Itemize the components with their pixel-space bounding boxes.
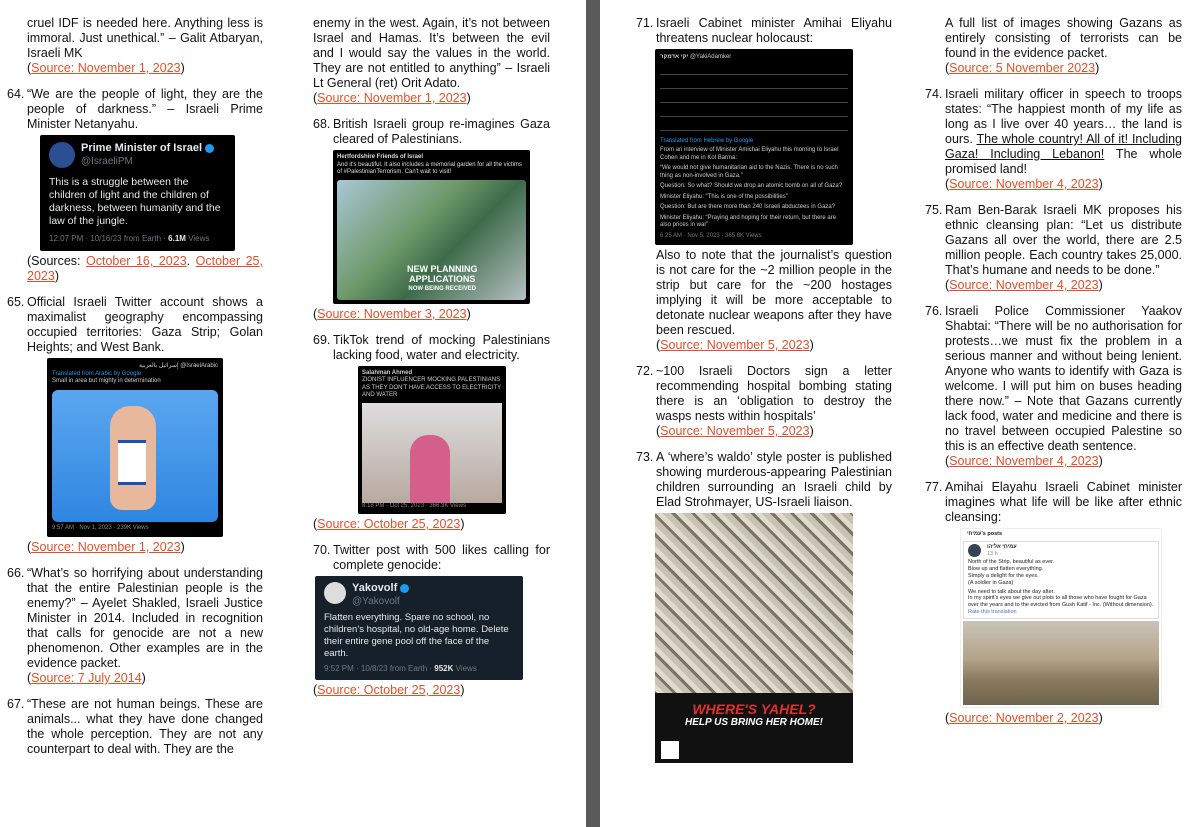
source-link[interactable]: Source: November 1, 2023 bbox=[31, 61, 181, 75]
item-68-source: (Source: November 3, 2023) bbox=[313, 306, 471, 321]
views-label: Views bbox=[185, 234, 210, 243]
source-link[interactable]: Source: October 25, 2023 bbox=[317, 683, 461, 697]
wheres-yahel-poster bbox=[655, 513, 853, 763]
item-number: 65. bbox=[7, 295, 25, 309]
tweet-line: Question: So what? Should we drop an atomic bomb on all of Gaza? bbox=[660, 183, 843, 189]
tweet-line: Minister Eliyahu: “Praying and hoping for their return, but there are also prices in war” bbox=[660, 214, 837, 228]
fb-line: North of the Strip, beautiful as ever. bbox=[968, 559, 1055, 566]
source-link[interactable]: Source: November 1, 2023 bbox=[31, 540, 181, 554]
rate-translation-link[interactable]: Rate this translation bbox=[968, 608, 1017, 615]
tweet-line: Minister Eliyahu: “This is one of the possibilities” bbox=[660, 193, 788, 200]
intro-paragraph: A full list of images showing Gazans as entirely consisting of terrorists can be found in the evidence packet. (Source: 5 November 2023) bbox=[945, 16, 1182, 75]
render-image bbox=[337, 180, 526, 300]
tweet-handle: @YakiAdamker bbox=[689, 54, 732, 60]
fb-time: 13 h · bbox=[987, 550, 1002, 557]
fb-header: עמיחי's posts bbox=[967, 531, 1003, 537]
item-text: Official Israeli Twitter account shows a maximalist geography encompassing occupied territories: Gaza Strip; Golan Heights; and West Bank. bbox=[27, 295, 263, 354]
source-link[interactable]: Source: November 4, 2023 bbox=[949, 454, 1099, 468]
item-73 bbox=[636, 450, 892, 510]
fb-line: (A soldier in Gaza) bbox=[968, 579, 1014, 586]
item-70 bbox=[313, 543, 550, 573]
tweet-embed-tiktok bbox=[358, 366, 506, 515]
right-column-1 bbox=[636, 16, 892, 766]
fb-line: Blow up and flatten everything. bbox=[968, 566, 1044, 573]
tweet-author: Hertfordshire Friends of Israel bbox=[337, 154, 424, 160]
item-number: 74. bbox=[925, 87, 943, 101]
item-71-note: Also to note that the journalist’s question is not care for the ~2 million people in the strip but care for the ~200 hostages implying it will be more acceptable to detonate nuclear weapons after they have been rescued. (Source: November 5, 2023) bbox=[656, 248, 892, 352]
hebrew-text-block bbox=[660, 65, 848, 135]
item-text: “We are the people of light, they are the people of darkness.” – Israeli Prime Minister Netanyahu. bbox=[27, 87, 263, 131]
item-number: 68. bbox=[313, 117, 331, 131]
tweet-meta: 9:57 AM · Nov 1, 2023 · 239K Views bbox=[52, 524, 149, 531]
tweet-body: Small in area but mighty in determination bbox=[52, 378, 161, 384]
item-text: “These are not human beings. These are animals... what they have done changed the whole perception. They are not any counterpart to deal with. They are the bbox=[27, 697, 263, 756]
item-number: 64. bbox=[7, 87, 25, 101]
source-link[interactable]: Source: 7 July 2014 bbox=[31, 671, 142, 685]
verified-icon bbox=[400, 584, 409, 593]
facebook-post-embed bbox=[960, 528, 1162, 708]
tweet-author: Prime Minister of Israel bbox=[81, 142, 203, 154]
tweet-author: إسرائيل بالعربية bbox=[138, 363, 179, 369]
video-thumbnail bbox=[362, 403, 502, 503]
tweet-line: “We would not give humanitarian aid to the Nazis. There is no such thing as non-involved in Gaza.” bbox=[660, 165, 838, 179]
tweet-body: And it's beautiful. It also includes a memorial garden for all the victims of #PalestinianTerrorism. Can't wait to visit! bbox=[337, 161, 522, 175]
tweet-handle: @IsraelArabic bbox=[180, 363, 218, 369]
banner-line: APPLICATIONS bbox=[409, 273, 476, 284]
tweet-views: 952K bbox=[434, 664, 454, 673]
tweet-meta: 8:18 PM · Oct 25, 2023 · 366.3K Views bbox=[362, 502, 466, 509]
source-link[interactable]: Source: November 3, 2023 bbox=[317, 306, 467, 321]
page-divider bbox=[586, 0, 600, 827]
item-75: 75. Ram Ben-Barak Israeli MK proposes his ethnic cleansing plan: “Let us distribute Gazans all over the world, there are 2.5 million people. Each country takes 25,000. That’s humane and needs to be done.” (Source: November 4, 2023) bbox=[925, 203, 1182, 292]
verified-icon bbox=[205, 144, 214, 153]
avatar bbox=[968, 544, 981, 557]
tweet-handle: @IsraeliPM bbox=[81, 156, 133, 167]
source-link[interactable]: October 25, 2023 bbox=[27, 254, 263, 283]
tweet-body: This is a struggle between the children of light and the children of darkness, between humanity and the law of the jungle. bbox=[49, 176, 221, 227]
item-72: 72. ~100 Israeli Doctors sign a letter recommending hospital bombing stating there is an ‘obligation to destroy the wasps nests within hospitals’ (Source: November 5, 2023) bbox=[636, 364, 892, 438]
source-link[interactable]: Source: 5 November 2023 bbox=[949, 61, 1096, 75]
item-text: The whole promised land! bbox=[945, 147, 1183, 176]
source-link[interactable]: Source: November 4, 2023 bbox=[949, 278, 1099, 292]
tweet-meta: 6:25 AM · Nov 5, 2023 · 365.8K Views bbox=[660, 232, 762, 239]
tweet-handle: @Yakovolf bbox=[352, 596, 400, 607]
tweet-author: Salahman Ahmed bbox=[362, 369, 413, 376]
item-text: Israeli Cabinet minister Amihai Eliyahu threatens nuclear holocaust: bbox=[656, 16, 892, 45]
poster-subtitle: HELP US BRING HER HOME! bbox=[685, 717, 823, 728]
tweet-author: Yakovolf bbox=[352, 582, 398, 594]
item-number: 71. bbox=[636, 16, 654, 30]
item-text: A ‘where’s waldo’ style poster is published showing murderous-appearing Palestinian children surrounding an Israeli child by Elad Strohmayer, US-Israeli liaison. bbox=[656, 450, 892, 509]
continued-paragraph: enemy in the west. Again, it’s not between Israel and Hamas. It’s between the evil and I would say the values in the world. They are not entitled to anything” – Israeli Lt General (ret) Orit Adato. (Source: November 1, 2023) bbox=[313, 16, 550, 105]
left-column-1 bbox=[7, 16, 263, 768]
sep: . bbox=[186, 254, 196, 268]
views-label: Views bbox=[453, 664, 477, 673]
source-link[interactable]: October 16, 2023 bbox=[86, 254, 187, 268]
item-74: 74. Israeli military officer in speech to troops states: “The happiest month of my life as long as I live over 40 years… the land is ours. The whole country! All of it! Including Gaza! Including Lebanon! The whole promised land! (Source: November 4, 2023) bbox=[925, 87, 1183, 191]
item-64-sources bbox=[7, 254, 263, 284]
item-68 bbox=[313, 117, 550, 147]
tweet-author: יקי אדמקר bbox=[660, 54, 689, 60]
item-number: 69. bbox=[313, 332, 331, 347]
item-65 bbox=[7, 295, 263, 355]
item-number: 66. bbox=[7, 566, 25, 580]
item-number: 73. bbox=[636, 450, 654, 464]
item-number: 76. bbox=[925, 304, 943, 318]
source-link[interactable]: Source: November 2, 2023 bbox=[949, 710, 1099, 725]
tweet-embed-yakovolf bbox=[315, 576, 523, 680]
intro-text: cruel IDF is needed here. Anything less is immoral. Just unethical.” – Galit Atbaryan, Israeli MK bbox=[27, 16, 263, 60]
item-64 bbox=[7, 87, 263, 132]
item-67 bbox=[7, 697, 263, 757]
translated-label: Translated from Hebrew by Google bbox=[660, 137, 754, 144]
item-77 bbox=[925, 480, 1182, 525]
item-text: Israeli military officer in speech to troops states: “The happiest month of my life as long as I live over 40 years… the land is ours. bbox=[945, 87, 1182, 146]
item-66: 66. “What’s so horrifying about understanding that the entire Palestinian people is the enemy?” – Ayelet Shakled, Israeli Justice Minister in 2014. Included in recognition that calls for genocide are not a new phenomenon. Other examples are in the evidence packet. (Source: 7 July 2014) bbox=[7, 566, 263, 685]
item-69 bbox=[313, 333, 550, 363]
item-76: 76. Israeli Police Commissioner Yaakov Shabtai: “There will be no authorisation for protests…we must fix the problem in a serious manner and without being lenient. Anyone who wants to identify with Gaza is welcome. I will put him on buses heading there now.” – Note that Gazans currently lack food, water and medicine and there is no travel between occupied Palestine so this is an effective death sentence. (Source: November 4, 2023) bbox=[925, 304, 1182, 468]
tweet-embed-pm bbox=[40, 135, 235, 251]
source-link[interactable]: Source: November 5, 2023 bbox=[660, 424, 810, 438]
translated-label: Translated from Arabic by Google bbox=[52, 370, 142, 377]
item-text: Twitter post with 500 likes calling for complete genocide: bbox=[333, 543, 550, 572]
tweet-embed-arabic-map bbox=[47, 358, 223, 537]
right-column-2 bbox=[925, 16, 1182, 737]
avatar bbox=[49, 142, 75, 168]
intro-text: enemy in the west. Again, it’s not between Israel and Hamas. It’s between the evil and I would say the values in the world. They are not entitled to anything” – Israeli Lt General (ret) Orit Adato. bbox=[313, 16, 550, 90]
tweet-meta: 12:07 PM · 10/16/23 from Earth · bbox=[49, 234, 169, 243]
rubble-photo bbox=[963, 621, 1159, 705]
source-link[interactable]: Source: November 4, 2023 bbox=[949, 177, 1099, 191]
fb-line: We need to talk about the day after. bbox=[968, 588, 1055, 595]
item-text: ~100 Israeli Doctors sign a letter recommending hospital bombing stating there is an ‘obligation to destroy the wasps nests within hospitals’ bbox=[656, 364, 892, 423]
item-number: 70. bbox=[313, 543, 331, 557]
tweet-embed-eliyahu bbox=[655, 49, 853, 245]
fb-author: עמיחי אליהו bbox=[987, 543, 1017, 550]
sep: ) bbox=[54, 269, 59, 283]
item-text: British Israeli group re-imagines Gaza cleared of Palestinians. bbox=[333, 117, 550, 146]
sources-prefix: (Sources: bbox=[27, 254, 86, 268]
item-69-source: (Source: October 25, 2023) bbox=[313, 517, 465, 531]
tweet-line: Question: But are there more than 240 Israeli abductees in Gaza? bbox=[660, 204, 836, 210]
item-text: “What’s so horrifying about understanding that the entire Palestinian people is the enemy?” – Ayelet Shakled, Israeli Justice Minister in 2014. Included in recognition that calls for genocide are not a new phenomenon. Other examples are in the evidence packet. bbox=[27, 566, 263, 670]
item-text: TikTok trend of mocking Palestinians lacking food, water and electricity. bbox=[333, 332, 550, 362]
item-70-source: (Source: October 25, 2023) bbox=[313, 683, 465, 697]
tweet-views: 6.1M bbox=[168, 234, 186, 243]
tweet-line: From an interview of Minister Amichai Eliyahu this morning to Israel Cohen and me in Kol Barma: bbox=[660, 147, 839, 161]
banner-line: NOW BEING RECEIVED bbox=[408, 285, 477, 292]
note-text: Also to note that the journalist’s question is not care for the ~2 million people in the strip but care for the ~200 hostages implying it will be more acceptable to detonate nuclear weapons after they have been rescued. bbox=[656, 248, 892, 337]
item-65-source: (Source: November 1, 2023) bbox=[27, 540, 185, 554]
item-text: Israeli Police Commissioner Yaakov Shabtai: “There will be no authorisation for protests…we must fix the problem in a serious manner and without being lenient. Anyone who wants to identify with Gaza is welcome. I will put him on buses heading there now.” – Note that Gazans currently lack food, water and medicine and there is no travel between occupied Palestine so this is an effective death sentence. bbox=[945, 304, 1182, 453]
tweet-embed-gaza-render bbox=[333, 150, 530, 304]
tweet-caption: ZIONIST INFLUENCER MOCKING PALESTINIANS AS THEY DON'T HAVE ACCESS TO ELECTRICITY AND WATER bbox=[362, 377, 502, 398]
fb-line: Simply a delight for the eyes. bbox=[968, 572, 1039, 579]
left-column-2 bbox=[313, 16, 550, 709]
fb-line: In my spirit's eyes we give out plots to all those who have fought for Gaza over the years and to the evicted from Gush Katif - Inc. (Without dimension). bbox=[968, 595, 1154, 609]
underlined-quote: The whole country! All of it! Including Gaza! Including Lebanon! bbox=[945, 132, 1182, 161]
item-77-source: (Source: November 2, 2023) bbox=[945, 710, 1103, 725]
poster-title: WHERE'S YAHEL? bbox=[692, 701, 816, 717]
banner-line: NEW PLANNING bbox=[407, 263, 478, 274]
avatar bbox=[324, 582, 346, 604]
intro-paragraph: cruel IDF is needed here. Anything less is immoral. Just unethical.” – Galit Atbaryan, Israeli MK (Source: November 1, 2023) bbox=[27, 16, 263, 75]
source-link[interactable]: Source: October 25, 2023 bbox=[317, 517, 461, 531]
item-text: Amihai Elayahu Israeli Cabinet minister imagines what life will be like after ethnic cleansing: bbox=[945, 480, 1182, 524]
tweet-meta: 9:52 PM · 10/8/23 from Earth · bbox=[324, 664, 435, 673]
source-link[interactable]: Source: November 5, 2023 bbox=[660, 338, 810, 352]
item-71 bbox=[636, 16, 892, 46]
intro-text: A full list of images showing Gazans as entirely consisting of terrorists can be found in the evidence packet. bbox=[945, 16, 1182, 60]
qr-code-icon bbox=[661, 741, 679, 759]
item-number: 72. bbox=[636, 364, 654, 378]
item-number: 77. bbox=[925, 480, 943, 494]
hand-map-image bbox=[52, 390, 218, 522]
item-text: Ram Ben-Barak Israeli MK proposes his ethnic cleansing plan: “Let us distribute Gazans all over the world, there are 2.5 million people. Each country takes 25,000. That’s humane and needs to be done.” bbox=[945, 203, 1182, 277]
item-number: 67. bbox=[7, 697, 25, 711]
tweet-body: Flatten everything. Spare no school, no children’s hospital, no old-age home. Delete their entire gene pool off the face of the earth. bbox=[324, 612, 509, 659]
item-number: 75. bbox=[925, 203, 943, 217]
source-link[interactable]: Source: November 1, 2023 bbox=[317, 91, 467, 105]
